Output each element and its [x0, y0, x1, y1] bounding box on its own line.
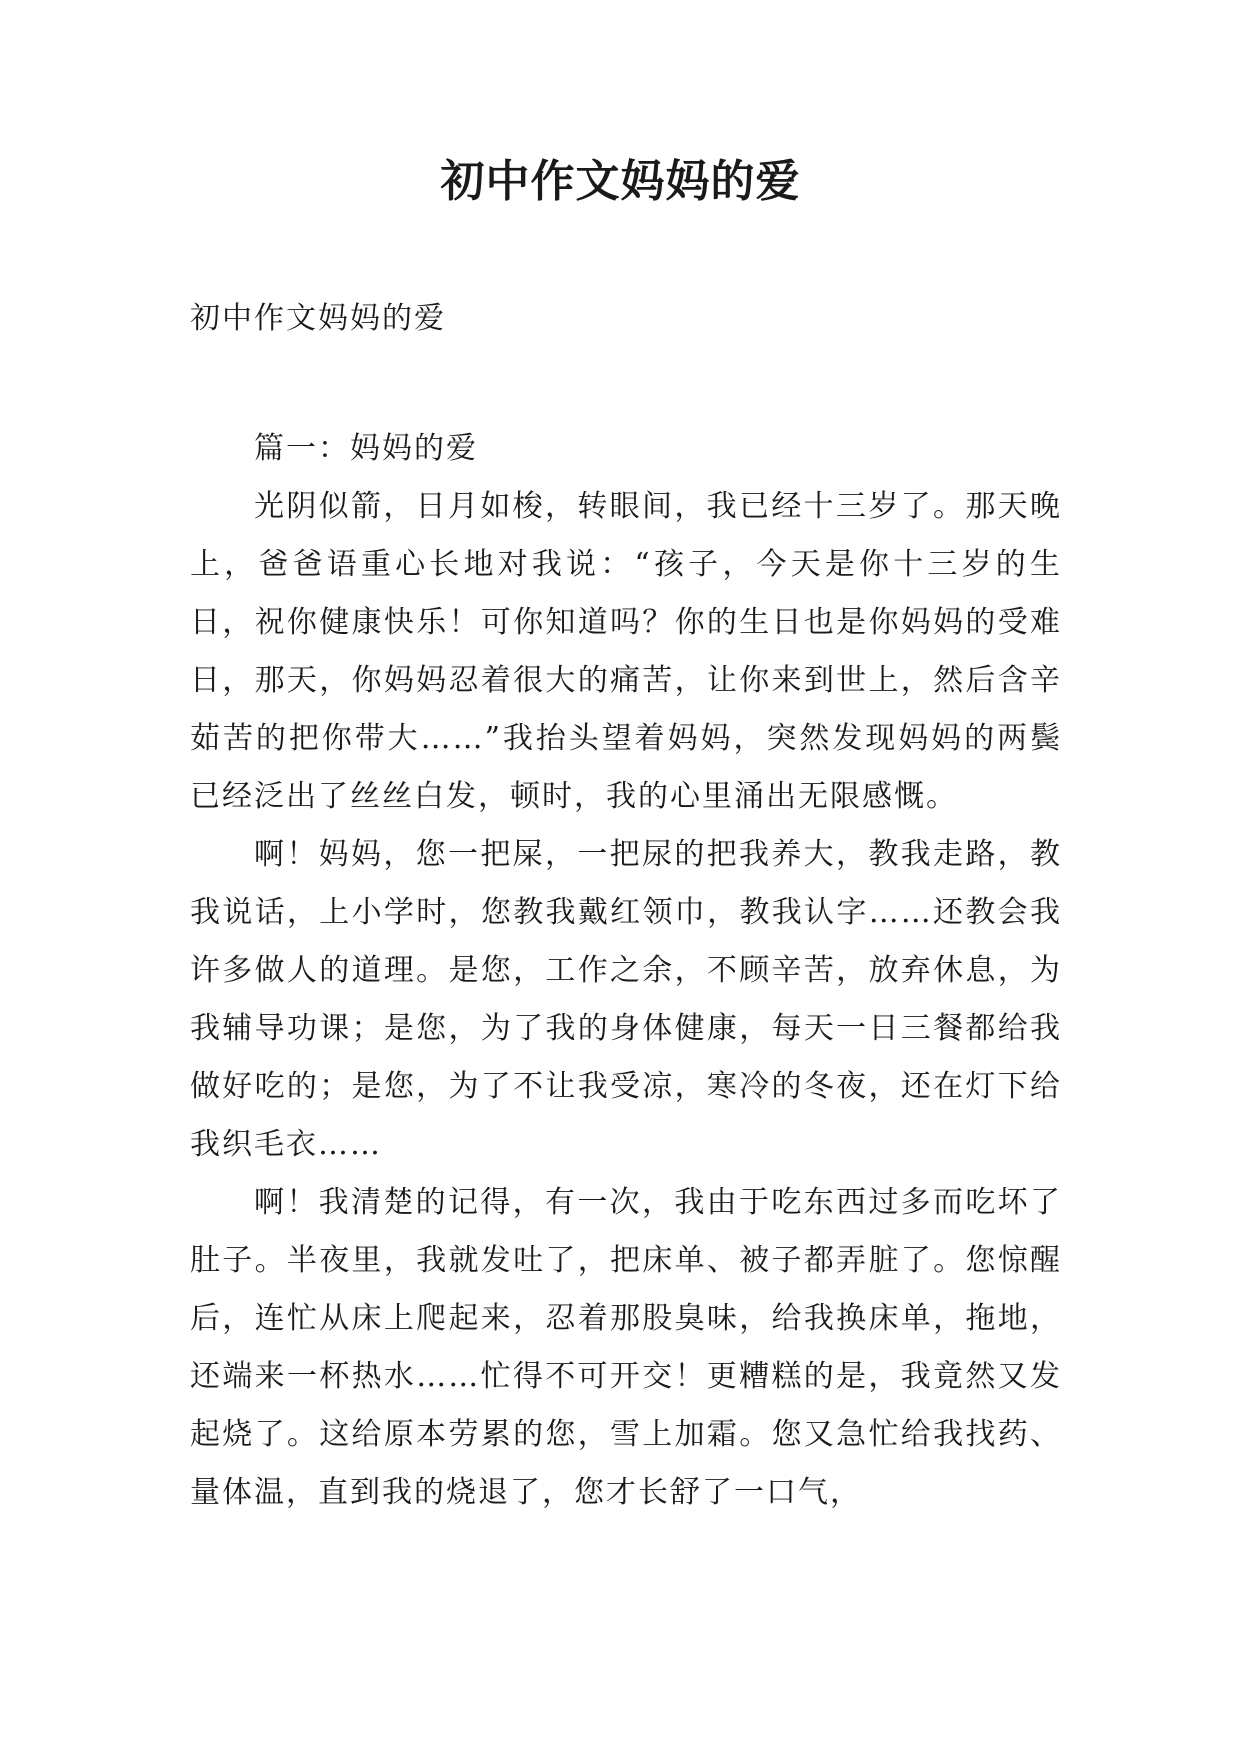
- paragraph-1: 光阴似箭，日月如梭，转眼间，我已经十三岁了。那天晚上，爸爸语重心长地对我说：“孩子，今天是你十三岁的生日，祝你健康快乐！可你知道吗？你的生日也是你妈妈的受难日，那天，你妈妈忍着很大的痛苦，让你来到世上，然后含辛茹苦的把你带大……”我抬头望着妈妈，突然发现妈妈的两鬓已经泛出了丝丝白发，顿时，我的心里涌出无限感慨。: [190, 489, 1062, 814]
- document-body: [190, 290, 1062, 1522]
- paragraph-2: 啊！妈妈，您一把屎，一把尿的把我养大，教我走路，教我说话，上小学时，您教我戴红领巾，教我认字……还教会我许多做人的道理。是您，工作之余，不顾辛苦，放弃休息，为我辅导功课；是您，为了我的身体健康，每天一日三餐都给我做好吃的；是您，为了不让我受凉，寒冷的冬夜，还在灯下给我织毛衣……: [190, 837, 1062, 1162]
- document-subtitle: 初中作文妈妈的爱: [190, 301, 446, 336]
- document-title: 初中作文妈妈的爱: [440, 156, 801, 207]
- paragraph-3: 啊！我清楚的记得，有一次，我由于吃东西过多而吃坏了肚子。半夜里，我就发吐了，把床单、被子都弄脏了。您惊醒后，连忙从床上爬起来，忍着那股臭味，给我换床单，拖地，还端来一杯热水……忙得不可开交！更糟糕的是，我竟然又发起烧了。这给原本劳累的您，雪上加霜。您又急忙给我找药、量体温，直到我的烧退了，您才长舒了一口气，: [190, 1185, 1062, 1510]
- blank-line: [190, 348, 1062, 420]
- section-heading: 篇一：妈妈的爱: [254, 431, 478, 466]
